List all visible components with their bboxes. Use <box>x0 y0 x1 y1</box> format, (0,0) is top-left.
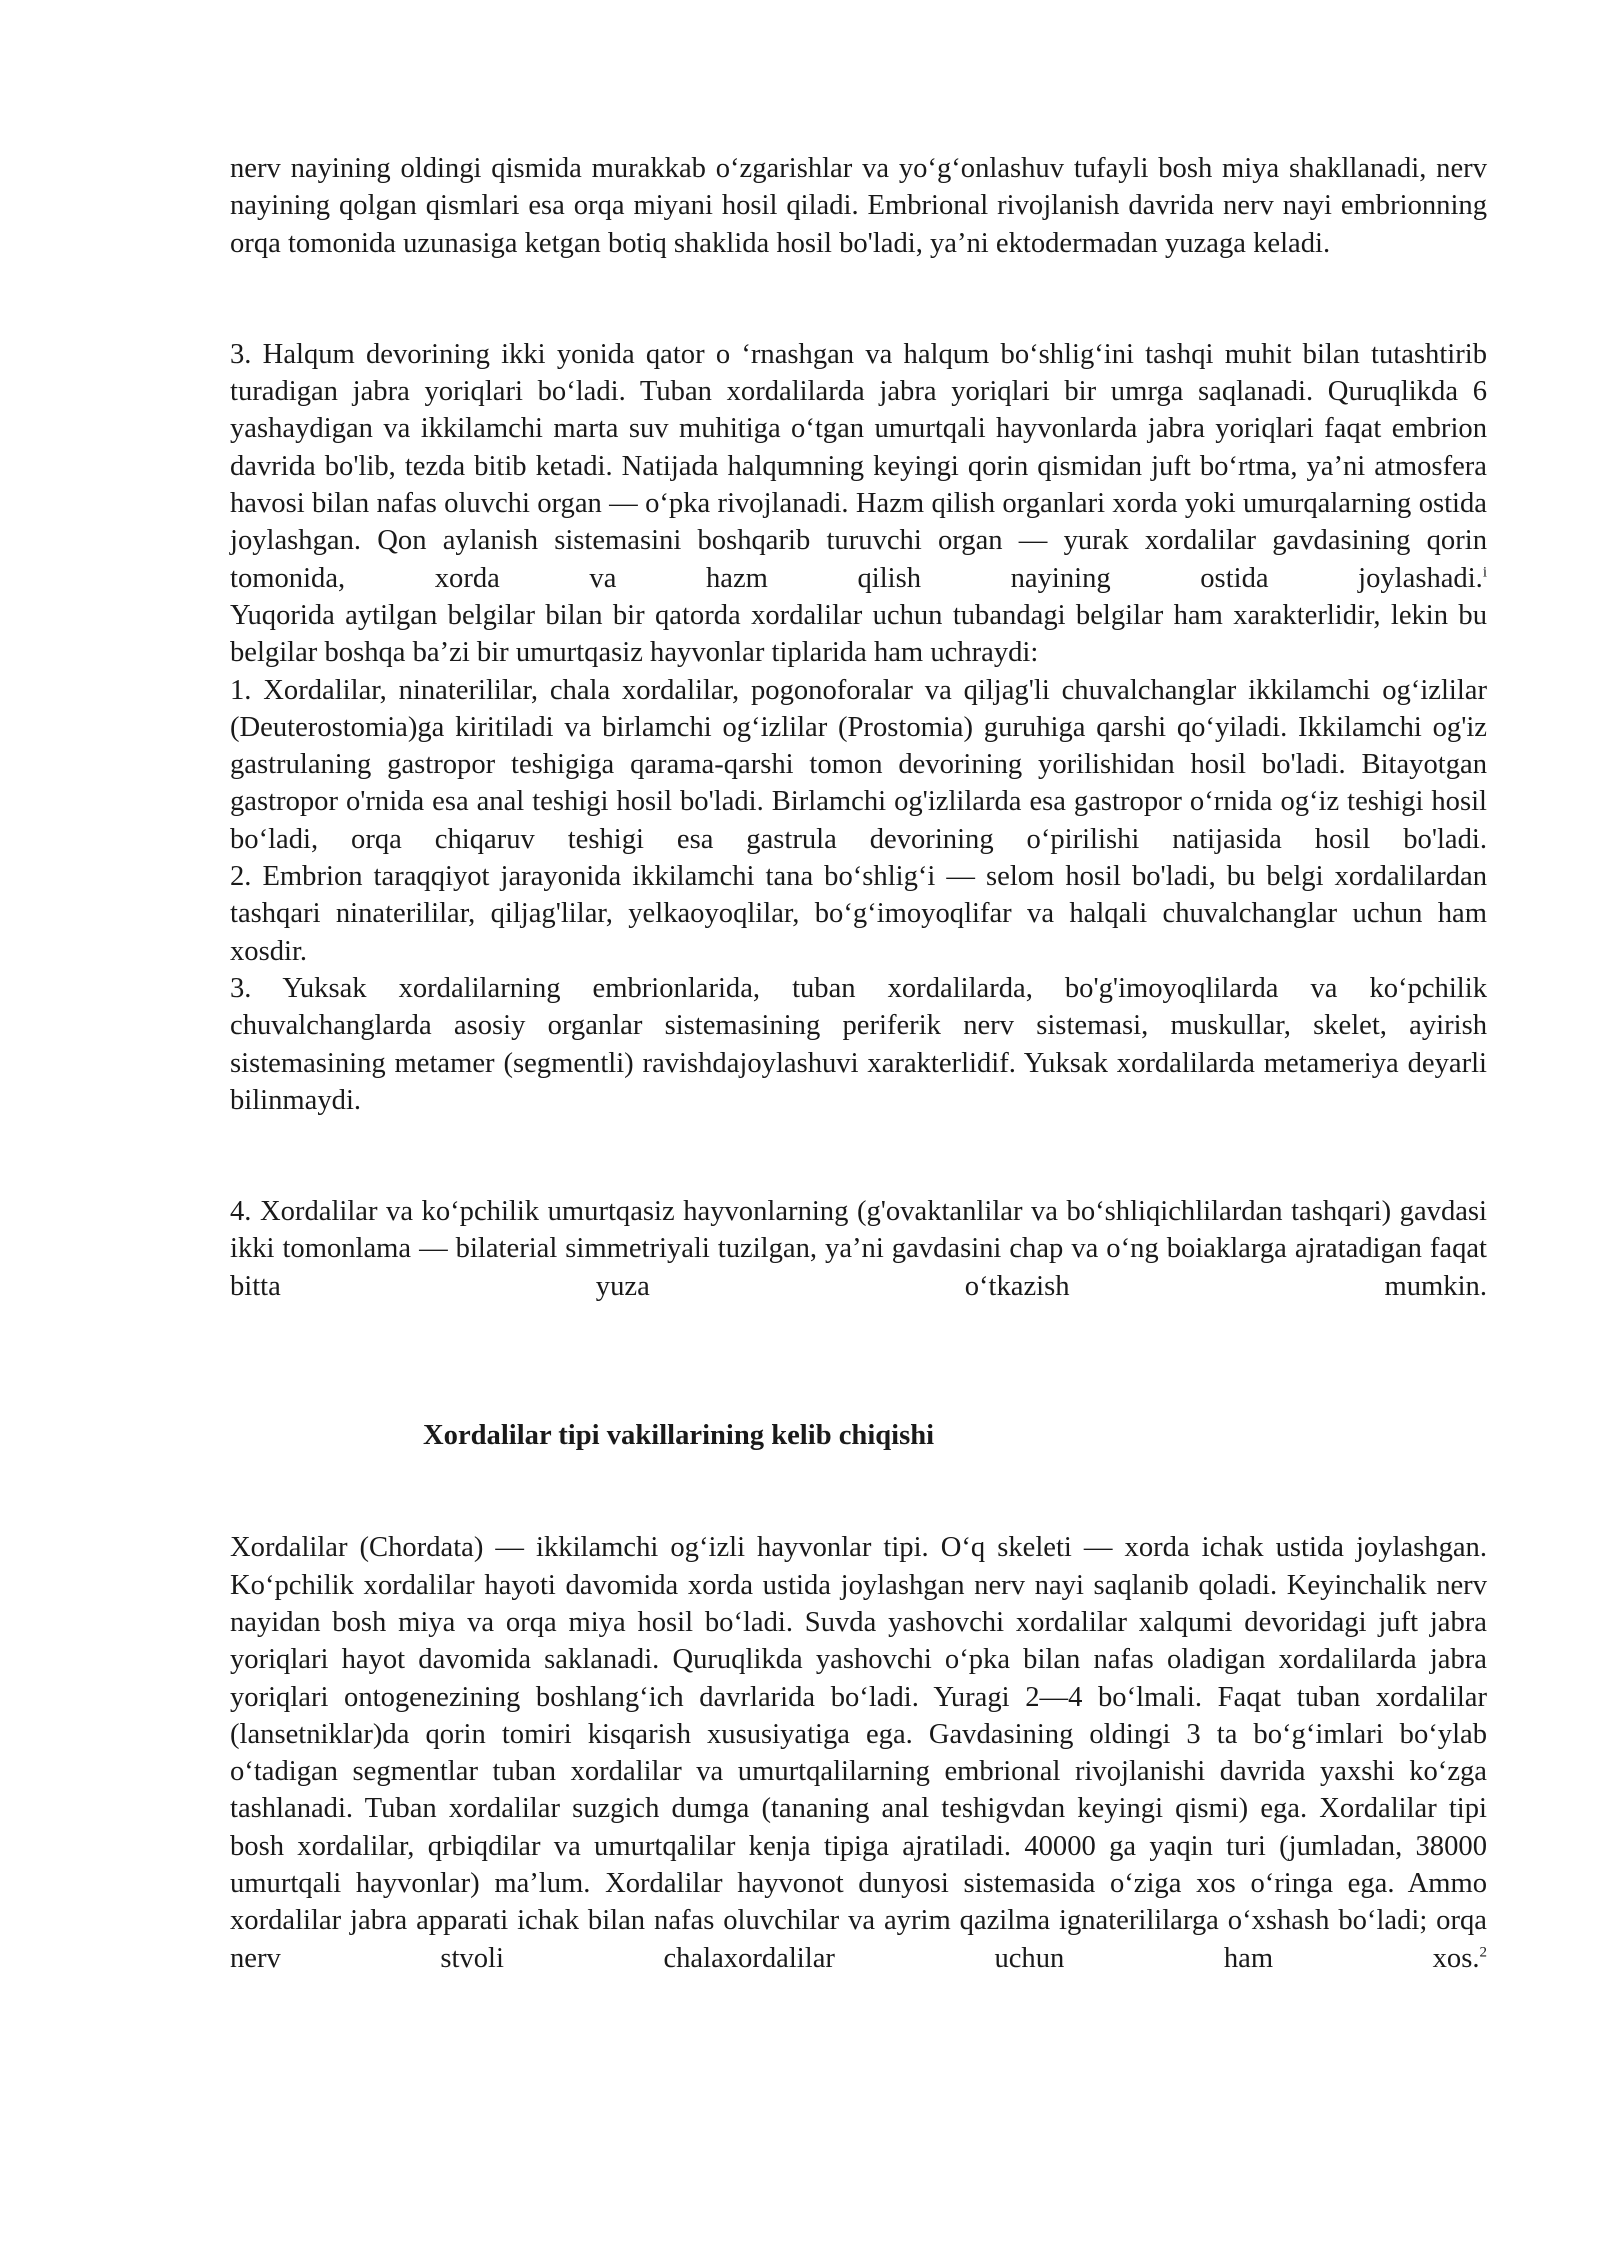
paragraph-features-intro <box>230 597 1487 672</box>
paragraph-gill-slits <box>230 336 1487 597</box>
paragraph-text: 4. Xordalilar va ko‘pchilik umurtqasiz hayvonlarning (g'ovaktanlilar va bo‘shliqichlilardan tashqari) gavdasi ikki tomonlama — bilaterial simmetriyali tuzilgan, ya’ni gavdasini chap va o‘ng boiaklarga ajratadigan faqat bitta yuza o‘tkazish mumkin. <box>230 1196 1487 1302</box>
paragraph-coelom <box>230 858 1487 970</box>
paragraph-spacer <box>230 1119 1487 1193</box>
paragraph-spacer <box>230 262 1487 336</box>
paragraph-chordata-definition <box>230 1529 1487 1977</box>
paragraph-text: 3. Halqum devorining ikki yonida qator o ‘rnashgan va halqum bo‘shlig‘ini tashqi muhit bilan tutashtirib turadigan jabra yoriqlari bo‘ladi. Tuban xordalilarda jabra yoriqlari bir umrga saqlanadi. Quruqlikda 6 yashaydigan va ikkilamchi marta suv muhitiga o‘tgan umurtqali hayvonlarda jabra yoriqlari faqat embrion davrida bo'lib, tezda bitib ketadi. Natijada halqumning keyingi qorin qismidan juft bo‘rtma, ya’ni atmosfera havosi bilan nafas oluvchi organ — o‘pka rivojlanadi. Hazm qilish organlari xorda yoki umurqalarning ostida joylashgan. Qon aylanish sistemasini boshqarib turuvchi organ — yurak xordalilar gavdasining qorin tomonida, xorda va hazm qilish nayining ostida joylashadi. <box>230 338 1487 594</box>
footnote-marker[interactable]: i <box>1482 564 1487 581</box>
document-page <box>230 150 1487 1977</box>
paragraph-text: nerv nayining oldingi qismida murakkab o‘zgarishlar va yo‘g‘onlashuv tufayli bosh miya shakllanadi, nerv nayining qolgan qismlari esa orqa miyani hosil qiladi. Embrional rivojlanish davrida nerv nayi embrionning orqa tomonida uzunasiga ketgan botiq shaklida hosil bo'ladi, ya’ni ektodermadan yuzaga keladi. <box>230 153 1487 259</box>
paragraph-nerve-tube <box>230 150 1487 262</box>
paragraph-text: Yuqorida aytilgan belgilar bilan bir qatorda xordalilar uchun tubandagi belgilar ham xarakterlidir, lekin bu belgilar boshqa ba’zi bir umurtqasiz hayvonlar tiplarida ham uchraydi: <box>230 599 1487 669</box>
paragraph-text: 3. Yuksak xordalilarning embrionlarida, tuban xordalilarda, bo'g'imoyoqlilarda va ko‘pchilik chuvalchanglarda asosiy organlar sistemasining periferik nerv sistemasi, muskullar, skelet, ayirish sistemasining metamer (segmentli) ravishdajoylashuvi xarakterlidif. Yuksak xordalilarda metameriya deyarli bilinmaydi. <box>230 972 1487 1116</box>
paragraph-metamery <box>230 970 1487 1119</box>
paragraph-spacer <box>230 1454 1487 1529</box>
section-heading: Xordalilar tipi vakillarining kelib chiqishi <box>423 1420 935 1452</box>
paragraph-deuterostomia <box>230 672 1487 858</box>
paragraph-text: 1. Xordalilar, ninaterililar, chala xordalilar, pogonoforalar va qiljag'li chuvalchanglar ikkilamchi og‘izlilar (Deuterostomia)ga kiritiladi va birlamchi og‘izlilar (Prostomia) guruhiga qarshi qo‘yiladi. Ikkilamchi og'iz gastrulaning gastropor teshigiga qarama-qarshi tomon devorining yorilishidan hosil bo'ladi. Bitayotgan gastropor o'rnida esa anal teshigi hosil bo'ladi. Birlamchi og'izlilarda esa gastropor o‘rnida og‘iz teshigi hosil bo‘ladi, orqa chiqaruv teshigi esa gastrula devorining o‘pirilishi natijasida hosil bo'ladi. <box>230 674 1487 855</box>
paragraph-text: Xordalilar (Chordata) — ikkilamchi og‘izli hayvonlar tipi. O‘q skeleti — xorda ichak ustida joylashgan. Ko‘pchilik xordalilar hayoti davomida xorda ustida joylashgan nerv nayi saqlanib qoladi. Keyinchalik nerv nayidan bosh miya va orqa miya hosil bo‘ladi. Suvda yashovchi xordalilar xalqumi devoridagi juft jabra yoriqlari hayot davomida saklanadi. Quruqlikda yashovchi o‘pka bilan nafas oladigan xordalilarda jabra yoriqlari ontogenezining boshlang‘ich davrlarida bo‘ladi. Yuragi 2—4 bo‘lmali. Faqat tuban xordalilar (lansetniklar)da qorin tomiri kisqarish xususiyatiga ega. Gavdasining oldingi 3 ta bo‘g‘imlari bo‘ylab o‘tadigan segmentlar tuban xordalilar va umurtqalilarning embrional rivojlanishi davrida yaxshi ko‘zga tashlanadi. Tuban xordalilar suzgich dumga (tananing anal teshigvdan keyingi qismi) ega. Xordalilar tipi bosh xordalilar, qrbiqdilar va umurtqalilar kenja tipiga ajratiladi. 40000 ga yaqin turi (jumladan, 38000 umurtqali hayvonlar) ma’lum. Xordalilar hayvonot dunyosi sistemasida o‘ziga xos o‘ringa ega. Ammo xordalilar jabra apparati ichak bilan nafas oluvchilar va ayrim qazilma ignaterililarga o‘xshash bo‘ladi; orqa nerv stvoli chalaxordalilar uchun ham xos. <box>230 1532 1487 1974</box>
footnote-marker[interactable]: 2 <box>1479 1944 1487 1961</box>
paragraph-spacer <box>230 1305 1487 1417</box>
paragraph-text: 2. Embrion taraqqiyot jarayonida ikkilamchi tana bo‘shlig‘i — selom hosil bo'ladi, bu belgi xordalilardan tashqari ninaterililar, qiljag'lilar, yelkaoyoqlilar, bo‘g‘imoyoqlifar va halqali chuvalchanglar uchun ham xosdir. <box>230 861 1487 967</box>
paragraph-symmetry <box>230 1193 1487 1305</box>
